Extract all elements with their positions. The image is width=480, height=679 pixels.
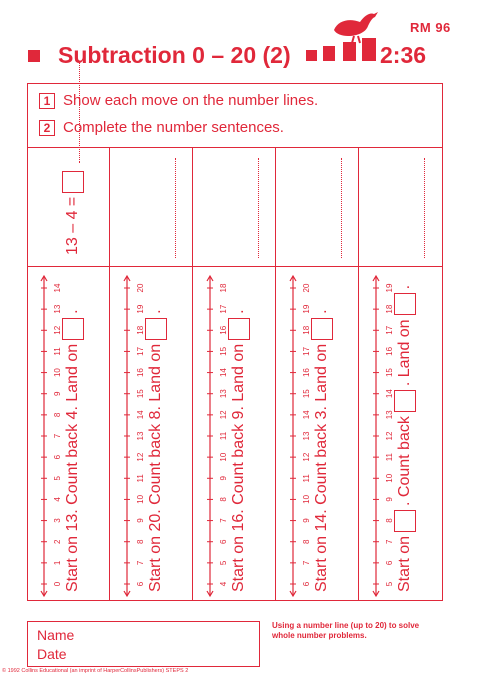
tick-label: 1: [53, 560, 63, 566]
tick-label: 11: [53, 347, 63, 356]
sentence-text: Start on 14. Count back 3. Land on: [313, 343, 330, 592]
sentence-text: Start on 16. Count back 9. Land on: [230, 343, 247, 592]
tick-label: 7: [385, 539, 395, 544]
resource-code: RM 96: [410, 20, 451, 35]
tick-label: 15: [385, 368, 395, 378]
tick-label: 7: [53, 433, 63, 439]
instruction-number: 2: [39, 120, 55, 136]
tick-label: 8: [302, 539, 312, 544]
page-title: Subtraction 0 – 20 (2): [58, 42, 291, 68]
tick-label: 16: [385, 346, 395, 356]
number-sentence-3: Start on 16. Count back 9. Land on .: [228, 309, 250, 592]
tick-label: 19: [136, 304, 146, 314]
tick-label: 17: [219, 304, 229, 314]
tick-label: 12: [219, 410, 229, 420]
stage-label: 2:36: [380, 42, 427, 68]
tick-label: 10: [385, 473, 395, 483]
tick-label: 19: [385, 283, 395, 293]
tick-label: 10: [219, 452, 229, 462]
column-divider: [192, 147, 193, 601]
tick-label: 10: [53, 368, 63, 378]
tick-label: 10: [136, 494, 146, 504]
tick-label: 16: [219, 325, 229, 335]
tick-label: 17: [385, 325, 395, 335]
column-divider: [275, 147, 276, 601]
sentence-text: . Count back: [396, 416, 413, 506]
tick-label: 18: [385, 304, 395, 314]
tick-label: 13: [219, 389, 229, 399]
name-date-box: [27, 621, 260, 667]
tick-label: 16: [302, 368, 312, 378]
tick-label: 13: [385, 410, 395, 420]
sentence-text: Start on: [396, 535, 413, 592]
answer-box[interactable]: [311, 318, 333, 340]
tick-label: 2: [53, 539, 63, 544]
tick-label: 9: [302, 518, 312, 523]
tick-label: 8: [219, 497, 229, 502]
tick-label: 7: [136, 560, 146, 566]
stage-square-2: [323, 46, 335, 61]
tick-label: 10: [302, 494, 312, 504]
tick-label: 20: [302, 283, 312, 293]
tick-label: 12: [302, 452, 312, 462]
working-line: [424, 158, 425, 258]
instruction-text: Complete the number sentences.: [63, 119, 284, 136]
sentence-text: Start on 20. Count back 8. Land on: [147, 343, 164, 592]
tick-label: 3: [53, 518, 63, 523]
working-line: [175, 158, 176, 258]
tick-label: 9: [385, 497, 395, 502]
tick-label: 11: [136, 474, 146, 483]
tick-label: 14: [302, 410, 312, 420]
tick-label: 18: [136, 325, 146, 335]
tick-label: 4: [53, 497, 63, 502]
number-sentence-2: Start on 20. Count back 8. Land on .: [145, 309, 167, 592]
date-label: Date: [37, 646, 67, 662]
tick-label: 11: [302, 474, 312, 483]
tick-label: 18: [219, 283, 229, 293]
working-line: [258, 158, 259, 258]
tick-label: 12: [385, 431, 395, 441]
working-line: [341, 158, 342, 258]
tick-label: 9: [53, 391, 63, 396]
tick-label: 8: [53, 412, 63, 418]
answer-box[interactable]: [228, 318, 250, 340]
tick-label: 12: [53, 325, 63, 335]
working-line: [67, 63, 80, 163]
tick-label: 11: [385, 452, 395, 462]
tick-label: 4: [219, 581, 229, 587]
tick-label: 11: [219, 431, 229, 441]
tick-label: 5: [219, 560, 229, 566]
answer-box[interactable]: [394, 293, 416, 315]
tick-label: 6: [219, 539, 229, 544]
tick-label: 9: [136, 518, 146, 523]
tick-label: 18: [302, 325, 312, 335]
tick-label: 12: [136, 452, 146, 462]
tick-label: 15: [302, 389, 312, 399]
tick-label: 19: [302, 304, 312, 314]
tick-label: 20: [136, 283, 146, 293]
tick-label: 6: [302, 581, 312, 587]
tick-label: 0: [53, 581, 63, 587]
answer-box[interactable]: [394, 390, 416, 412]
answer-box[interactable]: [394, 510, 416, 532]
tick-label: 8: [136, 539, 146, 544]
tick-label: 6: [53, 454, 63, 460]
tick-label: 6: [136, 581, 146, 587]
tick-label: 15: [219, 346, 229, 356]
answer-box[interactable]: [62, 318, 84, 340]
tick-label: 13: [302, 431, 312, 441]
answer-box[interactable]: [145, 318, 167, 340]
tick-label: 13: [136, 431, 146, 441]
copyright-notice: © 1992 Collins Educational (an imprint of HarperCollinsPublishers) STEPS 2: [2, 668, 189, 674]
tick-label: 14: [53, 283, 63, 293]
tick-label: 17: [302, 346, 312, 356]
tick-label: 5: [53, 476, 63, 481]
tick-label: 14: [385, 389, 395, 399]
tick-label: 7: [219, 518, 229, 523]
tick-label: 5: [385, 581, 395, 587]
number-sentence-1: Start on 13. Count back 4. Land on .: [62, 309, 84, 592]
stage-square-3: [343, 42, 356, 61]
instruction-text: Show each move on the number lines.: [63, 92, 319, 109]
example-text: 13 – 4 =: [64, 196, 81, 255]
tick-label: 15: [136, 389, 146, 399]
learning-objective: Using a number line (up to 20) to solve whole number problems.: [272, 621, 420, 640]
tick-label: 9: [219, 476, 229, 481]
tick-label: 7: [302, 560, 312, 566]
column-divider: [109, 147, 110, 601]
tick-label: 13: [53, 304, 63, 314]
tick-label: 17: [136, 346, 146, 356]
instruction-number: 1: [39, 93, 55, 109]
tick-label: 14: [136, 410, 146, 420]
tick-label: 8: [385, 518, 395, 523]
sentence-text: . Land on: [396, 319, 413, 387]
tick-label: 14: [219, 368, 229, 378]
name-label: Name: [37, 627, 75, 643]
column-divider: [358, 147, 359, 601]
sentence-text: Start on 13. Count back 4. Land on: [64, 343, 81, 592]
number-sentence-4: Start on 14. Count back 3. Land on .: [311, 309, 333, 592]
number-sentence-5: Start on . Count back . Land on .: [394, 285, 416, 592]
tick-label: 6: [385, 560, 395, 566]
tick-label: 16: [136, 368, 146, 378]
